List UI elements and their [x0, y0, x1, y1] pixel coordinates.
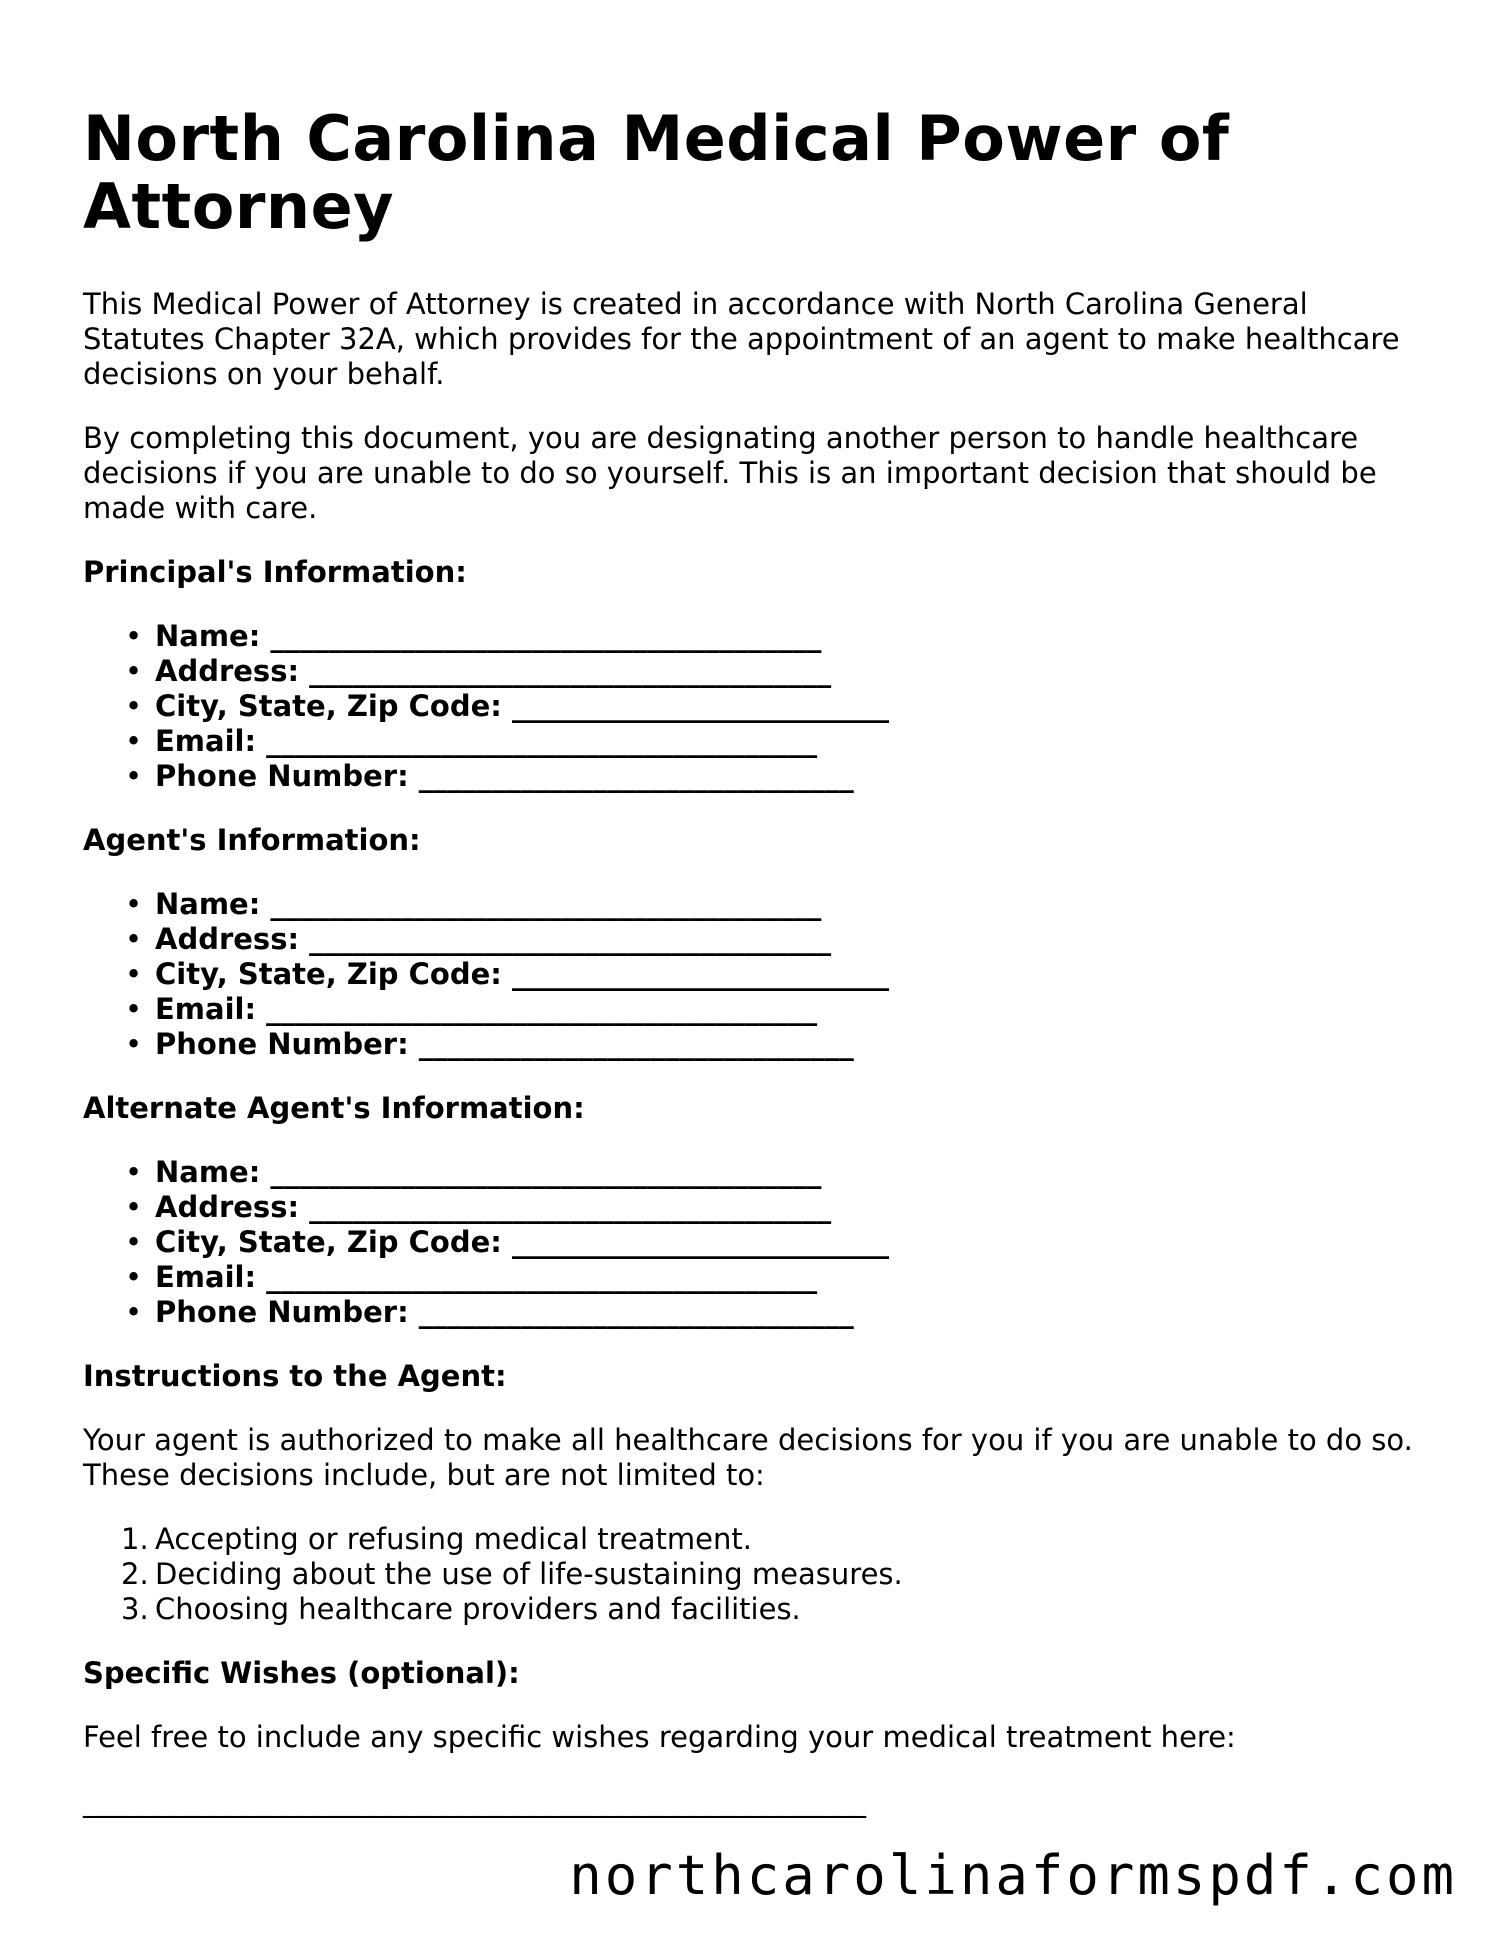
principal-heading: Principal's Information: — [83, 555, 467, 589]
principal-phone-field: • Phone Number: ______________________________ — [125, 759, 854, 793]
alternate-agent-city-state-zip-field: • City, State, Zip Code: __________________________ — [125, 1225, 889, 1259]
document-title: North Carolina Medical Power of Attorney — [83, 102, 1230, 243]
agent-heading: Agent's Information: — [83, 823, 421, 857]
alternate-agent-name-field: • Name: ______________________________________ — [125, 1155, 822, 1189]
wishes-text: Feel free to include any specific wishes regarding your medical treatment here: — [83, 1720, 1236, 1754]
agent-address-field: • Address: ____________________________________ — [125, 922, 832, 956]
instructions-heading: Instructions to the Agent: — [83, 1359, 507, 1393]
principal-fields — [83, 619, 1423, 794]
intro-paragraph-2: By completing this document, you are designating another person to handle healthcare decisions if you are unable to do so yourself. This is an important decision that should be made with care. — [83, 421, 1377, 525]
agent-phone-field: • Phone Number: ______________________________ — [125, 1027, 854, 1061]
intro-paragraph-1: This Medical Power of Attorney is created in accordance with North Carolina General Statutes Chapter 32A, which provides for the appointment of an agent to make healthcare decisions on your behalf. — [83, 287, 1400, 391]
alternate-agent-phone-field: • Phone Number: ______________________________ — [125, 1295, 854, 1329]
wishes-heading: Specific Wishes (optional): — [83, 1656, 520, 1690]
instructions-list — [83, 1522, 1423, 1627]
instruction-item: 3. Choosing healthcare providers and facilities. — [121, 1592, 801, 1626]
principal-email-field: • Email: ______________________________________ — [125, 724, 818, 758]
principal-city-state-zip-field: • City, State, Zip Code: __________________________ — [125, 689, 889, 723]
principal-name-field: • Name: ______________________________________ — [125, 619, 822, 653]
alternate-agent-heading: Alternate Agent's Information: — [83, 1091, 585, 1125]
principal-address-field: • Address: ____________________________________ — [125, 654, 832, 688]
instruction-item: 2. Deciding about the use of life-sustaining measures. — [121, 1557, 903, 1591]
agent-name-field: • Name: ______________________________________ — [125, 887, 822, 921]
instructions-text: Your agent is authorized to make all healthcare decisions for you if you are unable to do so. These decisions include, but are not limited to: — [83, 1423, 1413, 1492]
agent-fields — [83, 887, 1423, 1062]
alternate-agent-address-field: • Address: ____________________________________ — [125, 1190, 832, 1224]
watermark: northcarolinaformspdf.com — [569, 1844, 1457, 1907]
document-page — [83, 102, 1423, 1819]
alternate-agent-email-field: • Email: ______________________________________ — [125, 1260, 818, 1294]
agent-city-state-zip-field: • City, State, Zip Code: __________________________ — [125, 957, 889, 991]
wishes-blank-line: ______________________________________________________ — [83, 1784, 866, 1818]
instruction-item: 1. Accepting or refusing medical treatment. — [121, 1522, 752, 1556]
agent-email-field: • Email: ______________________________________ — [125, 992, 818, 1026]
alternate-agent-fields — [83, 1155, 1423, 1330]
